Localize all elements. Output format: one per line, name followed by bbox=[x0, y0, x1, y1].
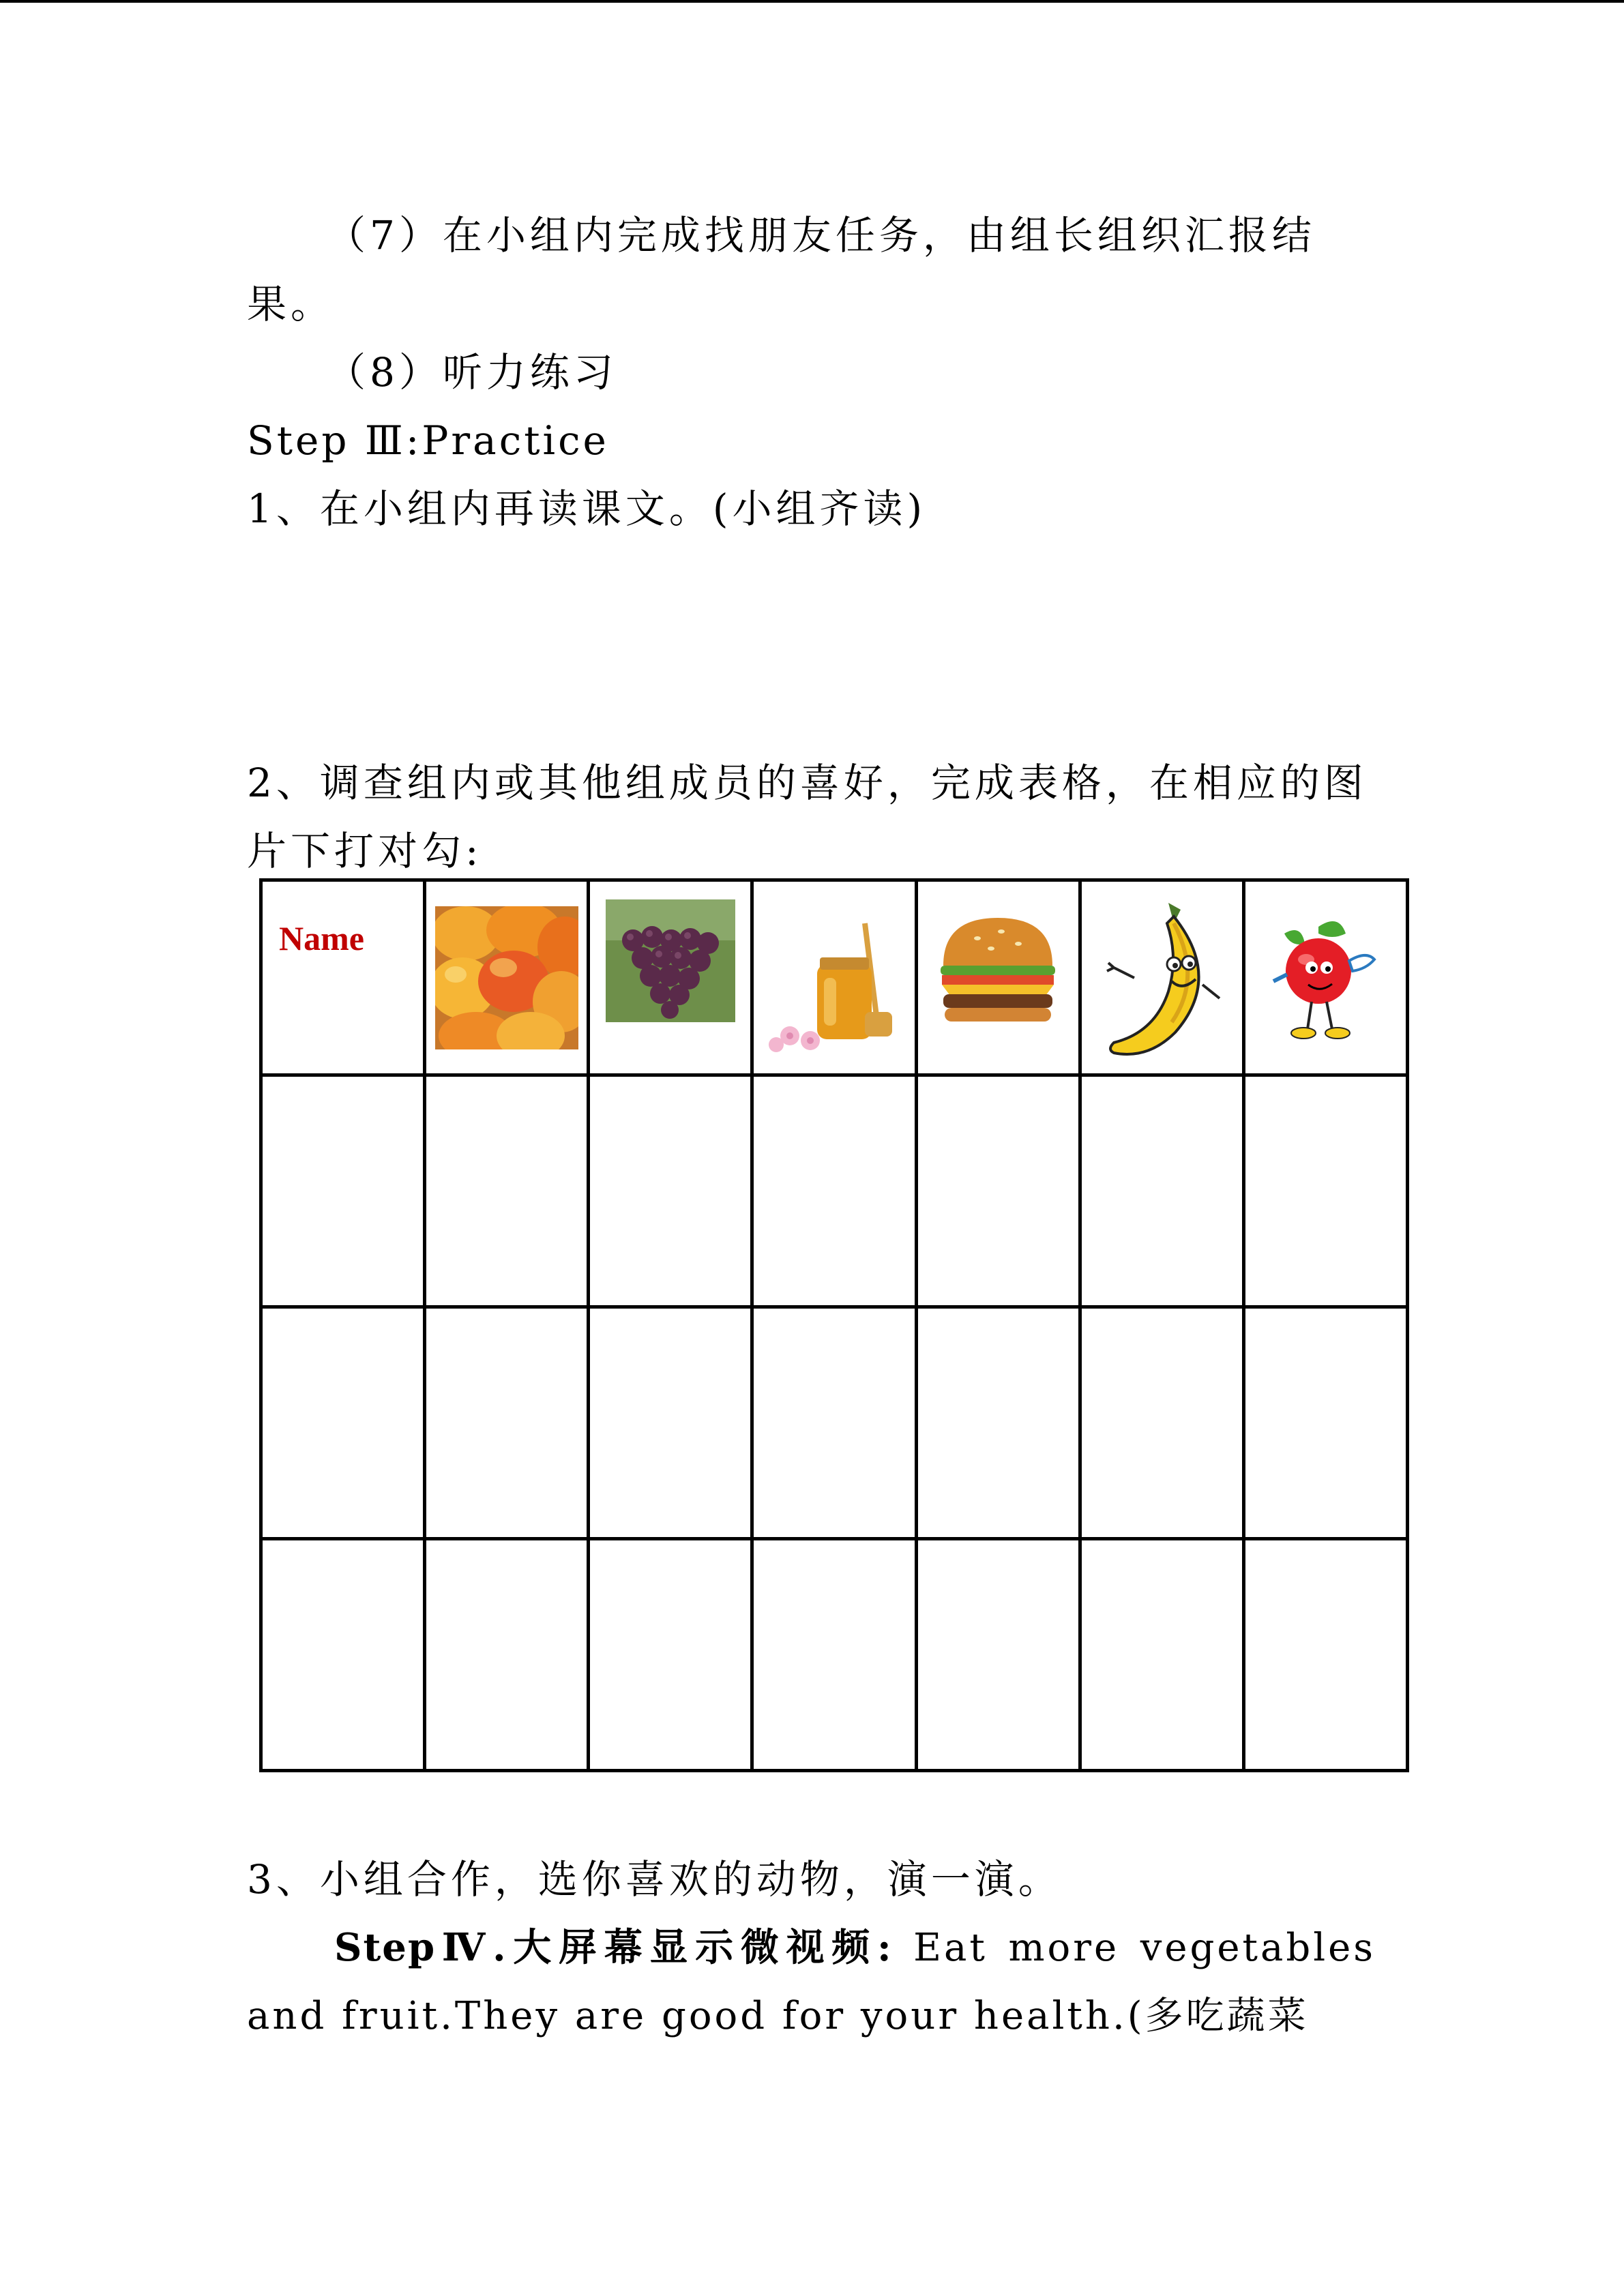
item-1: 1、在小组内再读课文。(小组齐读) bbox=[247, 486, 927, 532]
item-2-line-1: 2、调查组内或其他组成员的喜好，完成表格，在相应的图 bbox=[247, 760, 1368, 806]
mango-icon bbox=[435, 906, 578, 1049]
paragraph-7-line-2: 果。 bbox=[247, 281, 335, 327]
table-cell[interactable] bbox=[261, 1539, 425, 1771]
table-cell[interactable] bbox=[752, 1075, 916, 1307]
grapes-cell bbox=[589, 880, 752, 1075]
table-cell[interactable] bbox=[1080, 1307, 1243, 1539]
honey-cell bbox=[752, 880, 916, 1075]
table-cell[interactable] bbox=[261, 1307, 425, 1539]
banana-icon bbox=[1093, 896, 1230, 1067]
item-3: 3、小组合作，选你喜欢的动物，演一演。 bbox=[247, 1856, 1062, 1903]
grapes-icon bbox=[606, 899, 735, 1022]
table-cell[interactable] bbox=[589, 1075, 752, 1307]
table-cell[interactable] bbox=[1243, 1539, 1407, 1771]
table-cell[interactable] bbox=[425, 1307, 589, 1539]
step-4-text: Eat more vegetables and fruit.They are good for your health.(多吃蔬菜 bbox=[247, 1926, 1376, 2038]
name-header-label: Name bbox=[279, 919, 364, 957]
hamburger-icon bbox=[936, 911, 1059, 1027]
table-cell[interactable] bbox=[1243, 1075, 1407, 1307]
item-2-line-2: 片下打对勾: bbox=[247, 828, 483, 874]
table-cell[interactable] bbox=[916, 1075, 1080, 1307]
mango-cell bbox=[425, 880, 589, 1075]
step-4-heading: StepⅣ.大屏幕显示微视频: bbox=[334, 1925, 893, 1970]
table-row bbox=[261, 1075, 1408, 1307]
top-border bbox=[0, 0, 1624, 3]
table-cell[interactable] bbox=[589, 1539, 752, 1771]
apple-icon bbox=[1264, 913, 1387, 1049]
paragraph-8: （8）听力练习 bbox=[326, 349, 617, 396]
table-cell[interactable] bbox=[916, 1307, 1080, 1539]
table-cell[interactable] bbox=[589, 1307, 752, 1539]
table-cell[interactable] bbox=[1243, 1307, 1407, 1539]
step-4-paragraph bbox=[247, 1913, 1376, 2051]
table-cell[interactable] bbox=[425, 1539, 589, 1771]
table-cell[interactable] bbox=[752, 1307, 916, 1539]
table-cell[interactable] bbox=[425, 1075, 589, 1307]
hamburger-cell bbox=[916, 880, 1080, 1075]
apple-cell bbox=[1243, 880, 1407, 1075]
table-cell[interactable] bbox=[1080, 1075, 1243, 1307]
table-row bbox=[261, 1539, 1408, 1771]
banana-cell bbox=[1080, 880, 1243, 1075]
step-3-heading: Step Ⅲ:Practice bbox=[247, 417, 609, 464]
table-header-row bbox=[261, 880, 1408, 1075]
survey-table bbox=[259, 878, 1409, 1772]
name-header-cell bbox=[261, 880, 425, 1075]
table-row bbox=[261, 1307, 1408, 1539]
table-cell[interactable] bbox=[752, 1539, 916, 1771]
table-cell[interactable] bbox=[916, 1539, 1080, 1771]
table-cell[interactable] bbox=[1080, 1539, 1243, 1771]
table-cell[interactable] bbox=[261, 1075, 425, 1307]
honey-icon bbox=[763, 916, 906, 1053]
paragraph-7-line-1: （7）在小组内完成找朋友任务，由组长组织汇报结 bbox=[326, 212, 1316, 258]
